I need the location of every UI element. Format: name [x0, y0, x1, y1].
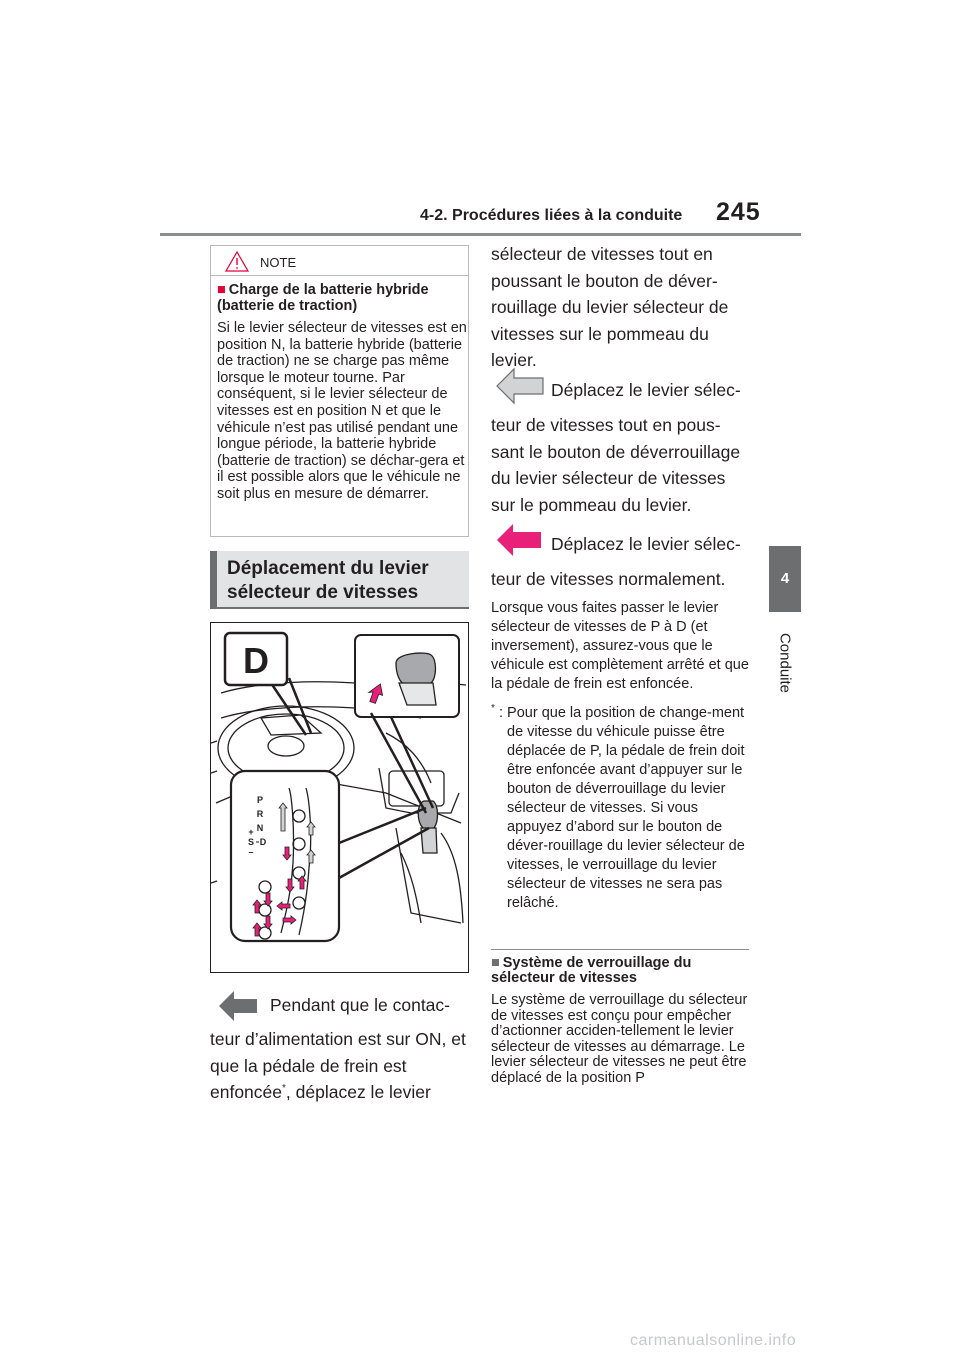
- subsection-heading-text: Système de verrouillage du sélecteur de vitesses: [491, 955, 692, 986]
- watermark: carmanualsonline.info: [630, 1332, 797, 1349]
- instruction-2-lead: Déplacez le levier sélec-: [551, 380, 741, 400]
- subsection-body: Le système de verrouillage du sélecteur de vitesses est conçu pour empêcher d’actionner acciden-tellement le levier sélecteur de vitesses au démarrage. Le levier sélecteur de vitesses ne peut être déplacé de la position P: [491, 992, 748, 1086]
- instruction-1-text-b: enfoncée: [210, 1082, 283, 1102]
- gray-arrow-icon: [218, 990, 258, 1022]
- instruction-3-body: teur de vitesses normalement.: [491, 569, 726, 589]
- warning-triangle-icon: [225, 251, 249, 272]
- chapter-name-text: Conduite: [776, 632, 794, 694]
- footnote-body: : Pour que la position de change-ment de vitesse du véhicule puisse être déplacée de P, la pédale de frein doit être enfoncée avant d’appuyer sur le bouton de déverrouillage du levier sélecteur de vitesses. Si vous appuyez d’abord sur le bouton de déver-rouillage du levier sélecteur de vitesses, le verrouillage du levier sélecteur de vitesses ne sera pas relâché.: [499, 705, 745, 911]
- page-number: 245: [716, 198, 761, 226]
- subheading-marker: ■: [217, 282, 226, 298]
- instruction-1-body: [210, 1026, 472, 1106]
- instruction-1-continuation: sélecteur de vitesses tout en poussant le bouton de déver-rouillage du levier sélecteur de vitesses sur le pommeau du levier.: [491, 244, 729, 370]
- note-header: [211, 246, 468, 276]
- gate-minus-label: –: [248, 847, 254, 857]
- subsection-divider: [491, 949, 749, 950]
- gate-plus-label: +: [248, 827, 254, 837]
- gate-letter-p: P: [256, 795, 264, 805]
- pink-arrow-icon: [496, 522, 542, 558]
- gate-s-label: S: [247, 837, 255, 847]
- header-divider: [160, 233, 801, 236]
- footnote-text: [491, 704, 751, 913]
- subsection-heading: [491, 956, 749, 986]
- instruction-3-lead: Déplacez le levier sélec-: [551, 534, 741, 554]
- instruction-2-body: teur de vitesses tout en pous-sant le bouton de déverrouillage du levier sélecteur de vitesses sur le pommeau du levier.: [491, 415, 741, 515]
- section-heading-rule: [210, 607, 469, 609]
- chapter-name-label: [754, 618, 816, 708]
- note-subheading: [217, 282, 465, 314]
- instruction-1-lead: Pendant que le contac-: [270, 995, 450, 1015]
- header-section-title: 4-2. Procédures liées à la conduite: [420, 207, 683, 224]
- section-heading-text: Déplacement du levier sélecteur de vitesses: [227, 558, 429, 603]
- caution-text: Lorsque vous faites passer le levier sélecteur de vitesses de P à D (et inversement), assurez-vous que le véhicule est complètement arrêté et que la pédale de frein est enfoncée.: [491, 600, 749, 692]
- footnote-star-marker: *: [491, 703, 495, 715]
- instruction-1-text-c: , déplacez le levier: [285, 1082, 431, 1102]
- chapter-tab: 4: [769, 546, 801, 612]
- gate-letter-d: D: [259, 837, 267, 847]
- footnote-marker: *: [282, 1083, 286, 1095]
- shift-lever-drawing: [211, 623, 468, 972]
- shift-lever-illustration: [210, 622, 469, 973]
- note-label: NOTE: [260, 255, 297, 270]
- note-body: Si le levier sélecteur de vitesses est en position N, la batterie hybride (batterie de traction) ne se charge pas même lorsque le moteur tourne. Par conséquent, si le levier sélecteur de vitesses est en position N et que le véhicule n’est pas utilisé pendant une longue période, la batterie hybride (batterie de traction) se déchar-gera et il est possible alors que le véhicule ne soit plus en mesure de démarrer.: [217, 320, 467, 502]
- callout-letter-d: D: [243, 640, 269, 681]
- gate-letter-n: N: [256, 823, 264, 833]
- subsection-marker: ■: [491, 955, 500, 971]
- gate-letter-r: R: [256, 809, 264, 819]
- instruction-1-text-a: teur d’alimentation est sur ON, et que la pédale de frein est: [210, 1029, 466, 1076]
- note-subheading-text: Charge de la batterie hybride (batterie de traction): [217, 282, 429, 314]
- note-box: [210, 245, 469, 537]
- section-heading: [210, 551, 469, 608]
- outline-arrow-icon: [496, 367, 544, 405]
